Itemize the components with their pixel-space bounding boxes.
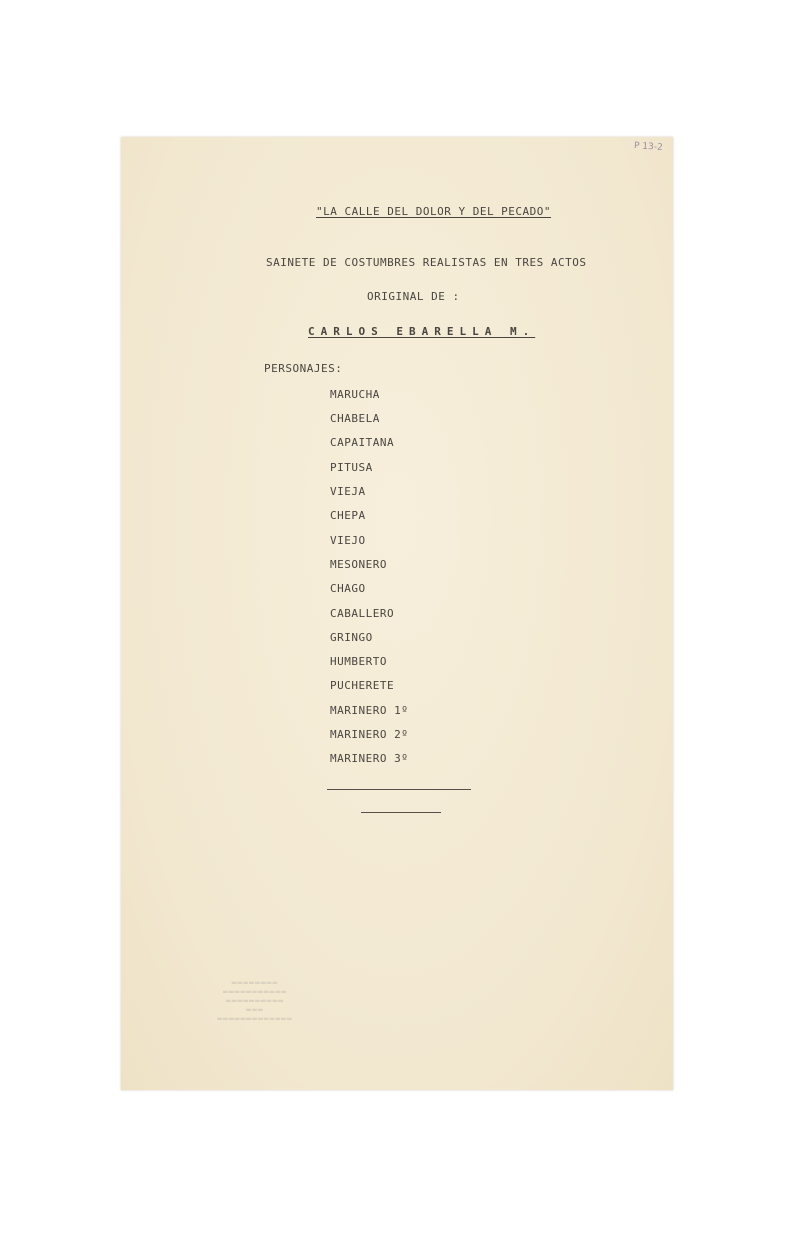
character-item: MARINERO 1º xyxy=(330,704,409,717)
character-item: HUMBERTO xyxy=(330,655,387,668)
archive-pencil-mark: P 13-2 xyxy=(633,141,664,153)
character-item: PUCHERETE xyxy=(330,679,395,692)
original-label: ORIGINAL DE : xyxy=(367,290,460,303)
character-item: VIEJA xyxy=(330,485,366,498)
character-item: CHAGO xyxy=(330,582,366,595)
character-item: MARUCHA xyxy=(330,388,380,401)
character-item: VIEJO xyxy=(330,534,366,547)
character-item: CAPAITANA xyxy=(330,436,395,449)
closing-rule-short xyxy=(361,812,441,813)
document-page xyxy=(121,137,673,1090)
author-name: CARLOS EBARELLA M. xyxy=(308,325,536,338)
play-subtitle: SAINETE DE COSTUMBRES REALISTAS EN TRES ACTOS xyxy=(266,256,587,269)
faded-library-stamp: ▬▬▬▬▬▬▬▬ ▬▬▬▬▬▬▬▬▬▬▬ ▬▬▬▬▬▬▬▬▬▬ ▬▬▬ ▬▬▬▬▬▬▬▬▬▬▬▬▬ xyxy=(217,978,293,1023)
character-item: MARINERO 2º xyxy=(330,728,409,741)
closing-rule-long xyxy=(327,789,471,790)
character-item: MARINERO 3º xyxy=(330,752,409,765)
character-item: CHABELA xyxy=(330,412,380,425)
play-title: "LA CALLE DEL DOLOR Y DEL PECADO" xyxy=(316,205,552,218)
character-item: PITUSA xyxy=(330,461,373,474)
character-item: GRINGO xyxy=(330,631,373,644)
character-item: CHEPA xyxy=(330,509,366,522)
character-item: CABALLERO xyxy=(330,607,395,620)
character-item: MESONERO xyxy=(330,558,387,571)
characters-heading: PERSONAJES: xyxy=(264,362,343,375)
